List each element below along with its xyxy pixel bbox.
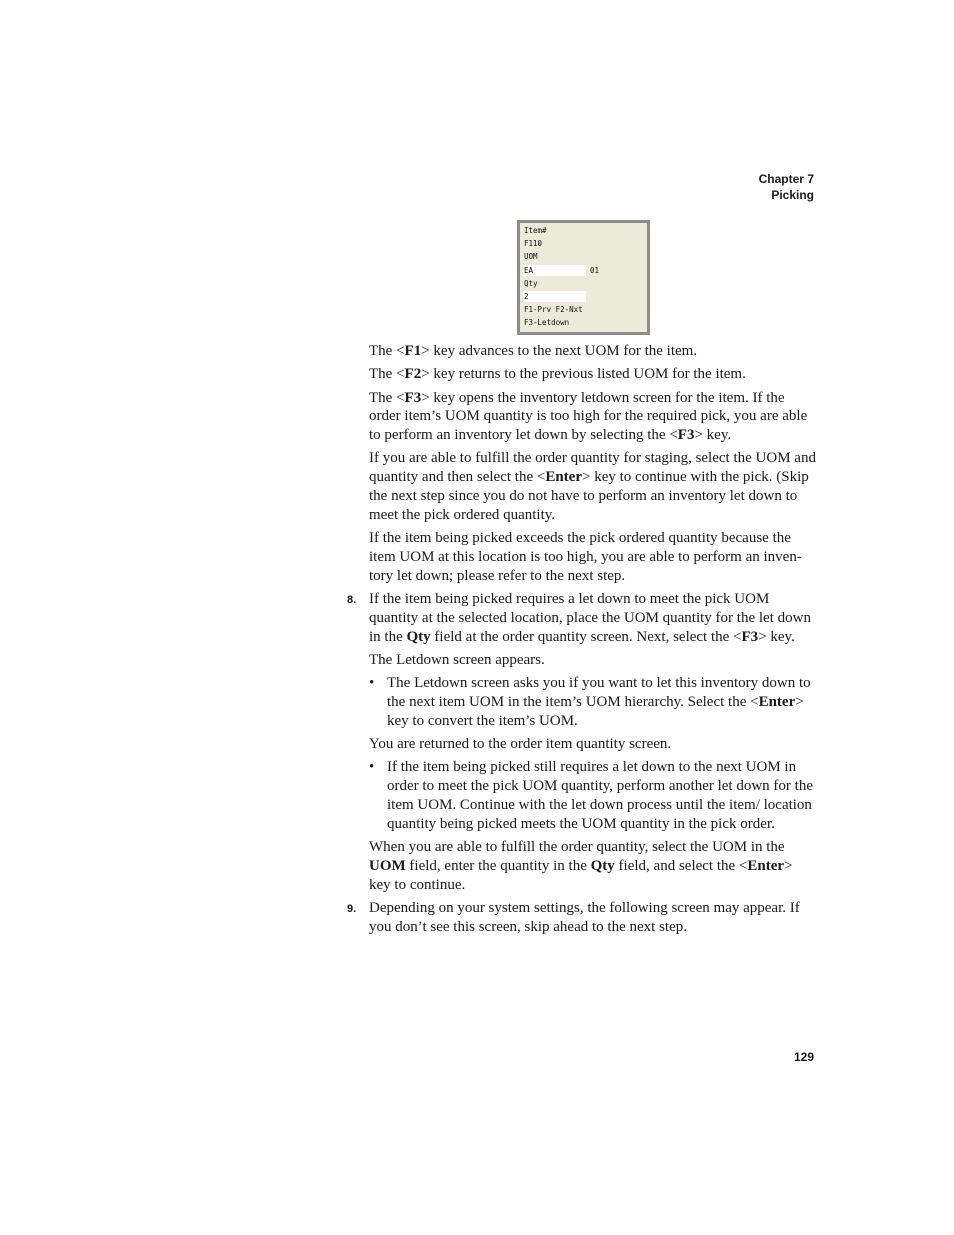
bullet-item: • The Letdown screen asks you if you want to let this inventory down to the next item UOM in the item’s UOM hierarchy. Select the <Enter> key to convert the item’s UOM. xyxy=(369,675,811,729)
item-value: F110 xyxy=(524,239,543,248)
paragraph-fulfill: If you are able to fulfill the order quantity for staging, select the UOM and quantity and then select the <Enter> key to continue with the pick. (Skip the next step since you do not have to perform an inventory let down to meet the pick ordered quantity. xyxy=(369,450,816,523)
bullet-mark: • xyxy=(369,759,375,776)
uom-label: UOM xyxy=(524,252,538,261)
bullet-mark: • xyxy=(369,675,375,692)
chapter-label: Chapter 7 xyxy=(758,172,814,186)
paragraph-exceeds: If the item being picked exceeds the pick ordered quantity because the item UOM at this location is too high, you are able to perform an inven-tory let down; please refer to the next step. xyxy=(369,530,802,584)
step-9: 9. Depending on your system settings, the following screen may appear. If you don’t see this screen, skip ahead to the next step. xyxy=(347,900,800,935)
item-label: Item# xyxy=(524,226,547,235)
function-keys-line-2: F3-Letdown xyxy=(524,318,570,327)
step-number: 9. xyxy=(347,903,357,916)
uom-extra: 01 xyxy=(590,266,600,275)
paragraph-f2: The <F2> key returns to the previous listed UOM for the item. xyxy=(369,366,746,383)
paragraph-when-able: When you are able to fulfill the order quantity, select the UOM in the UOM field, enter the quantity in the Qty field, and select the <Enter> key to continue. xyxy=(369,839,793,893)
paragraph-f1: The <F1> key advances to the next UOM for the item. xyxy=(369,343,698,359)
terminal-screenshot xyxy=(517,220,650,335)
paragraph-f3: The <F3> key opens the inventory letdown screen for the item. If the order item’s UOM quantity is too high for the required pick, you are able to perform an inventory let down by selecting the <F3> key. xyxy=(369,389,808,444)
step-number: 8. xyxy=(347,594,357,607)
paragraph-returned: You are returned to the order item quantity screen. xyxy=(369,736,672,753)
page-header xyxy=(759,171,814,203)
qty-label: Qty xyxy=(524,279,538,288)
page-number: 129 xyxy=(793,1050,814,1064)
function-keys-line-1: F1-Prv F2-Nxt xyxy=(524,305,583,314)
section-label: Picking xyxy=(771,188,814,202)
body-content xyxy=(347,342,816,941)
bullet-item: • If the item being picked still requires a let down to the next UOM in order to meet the pick UOM quantity, perform another let down for the item UOM. Continue with the let down process until the item/ location quantity being picked meets the UOM quantity in the pick order. xyxy=(369,759,813,832)
qty-value: 2 xyxy=(524,292,529,301)
qty-field xyxy=(523,291,586,302)
step-8: 8. If the item being picked requires a let down to meet the pick UOM quantity at the selected location, place the UOM quantity for the let down in the Qty field at the order quantity screen. Next, select the <F3> key. xyxy=(347,591,811,645)
uom-value: EA xyxy=(524,266,534,275)
paragraph-letdown-appears: The Letdown screen appears. xyxy=(369,651,545,668)
